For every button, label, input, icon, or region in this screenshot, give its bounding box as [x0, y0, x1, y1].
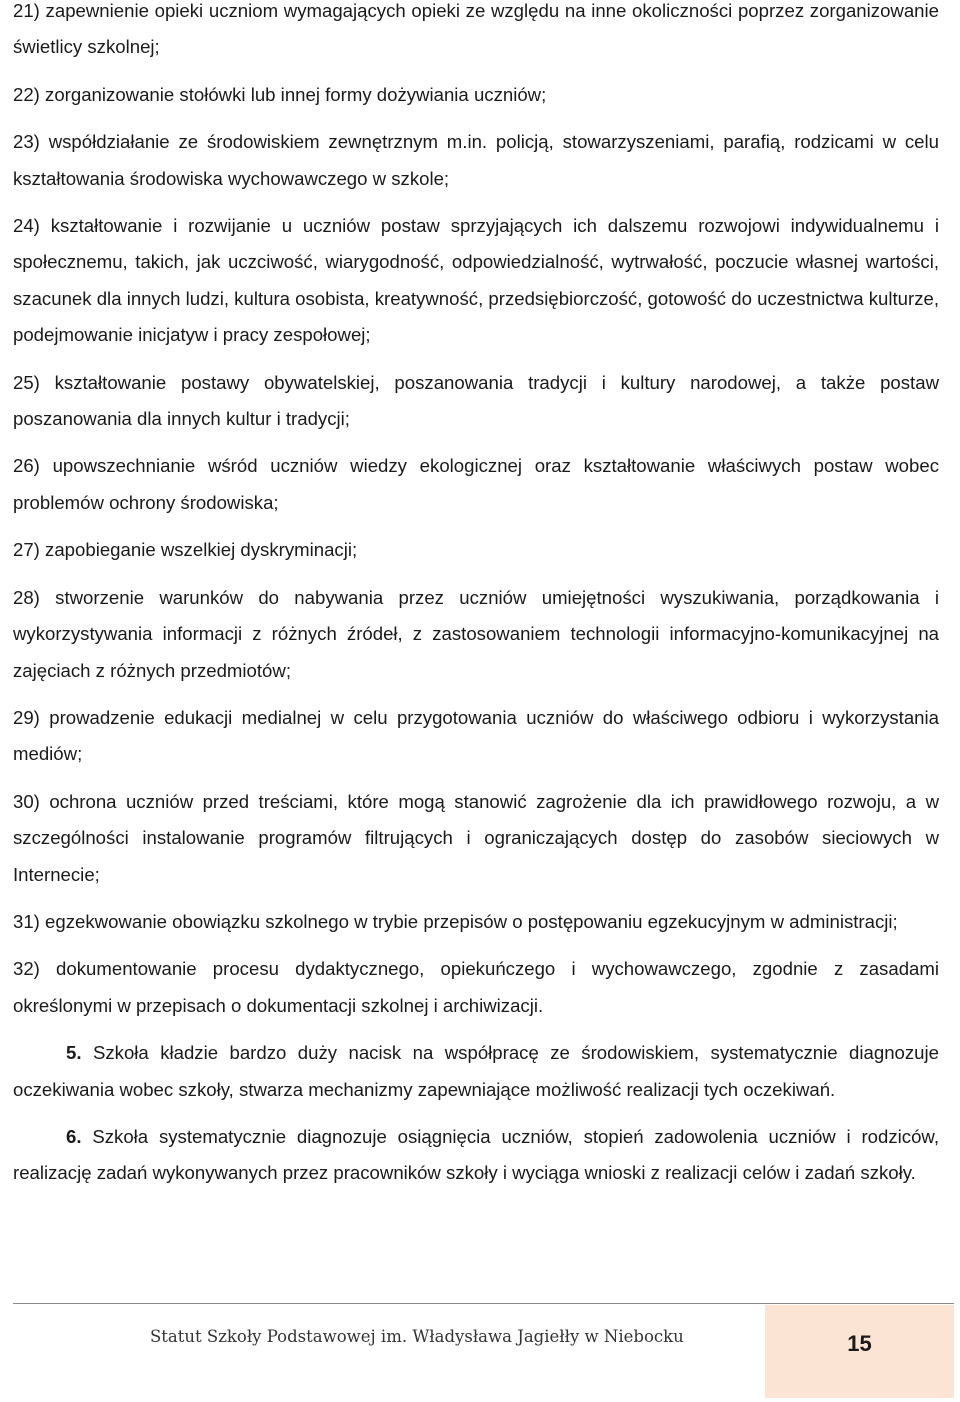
- list-item-30: 30) ochrona uczniów przed treściami, które mogą stanowić zagrożenie dla ich prawidłowego rozwoju, a w szczególności instalowanie programów filtrujących i ograniczających dostęp do zasobów sieciowych w Internecie;: [13, 790, 939, 885]
- section-6-text: Szkoła systematycznie diagnozuje osiągnięcia uczniów, stopień zadowolenia uczniów i rodziców, realizację zadań wykonywanych przez pracowników szkoły i wyciąga wnioski z realizacji celów i zadań szkoły.: [13, 1125, 939, 1184]
- list-item-22: 22) zorganizowanie stołówki lub innej formy dożywiania uczniów;: [13, 83, 547, 105]
- list-item-28: 28) stworzenie warunków do nabywania przez uczniów umiejętności wyszukiwania, porządkowania i wykorzystywania informacji z różnych źródeł, z zastosowaniem technologii informacyjno-komunikacyjnej na zajęciach z różnych przedmiotów;: [13, 586, 939, 681]
- list-item-24: 24) kształtowanie i rozwijanie u uczniów postaw sprzyjających ich dalszemu rozwojowi indywidualnemu i społecznemu, takich, jak uczciwość, wiarygodność, odpowiedzialność, wytrwałość, poczucie własnej wartości, szacunek dla innych ludzi, kultura osobista, kreatywność, przedsiębiorczość, gotowość do uczestnictwa kulturze, podejmowanie inicjatyw i pracy zespołowej;: [13, 215, 940, 346]
- list-item-27: 27) zapobieganie wszelkiej dyskryminacji;: [13, 539, 358, 561]
- list-item-31: 31) egzekwowanie obowiązku szkolnego w trybie przepisów o postępowaniu egzekucyjnym w administracji;: [13, 910, 898, 932]
- section-5-text: Szkoła kładzie bardzo duży nacisk na współpracę ze środowiskiem, systematycznie diagnozuje oczekiwania wobec szkoły, stwarza mechanizmy zapewniające możliwość realizacji tych oczekiwań.: [13, 1042, 939, 1100]
- list-item-29: 29) prowadzenie edukacji medialnej w celu przygotowania uczniów do właściwego odbioru i wykorzystania mediów;: [13, 706, 939, 765]
- section-5: [13, 1035, 939, 1108]
- section-6-number: 6.: [66, 1125, 82, 1147]
- section-6: [13, 1119, 939, 1192]
- document-body: [13, 0, 939, 1203]
- section-5-number: 5.: [66, 1042, 82, 1064]
- footer-title: Statut Szkoły Podstawowej im. Władysława Jagiełły w Niebocku: [150, 1327, 684, 1346]
- list-item-23: 23) współdziałanie ze środowiskiem zewnętrznym m.in. policją, stowarzyszeniami, parafią, rodzicami w celu kształtowania środowiska wychowawczego w szkole;: [13, 131, 939, 189]
- list-item-21: 21) zapewnienie opieki uczniom wymagających opieki ze względu na inne okoliczności poprzez zorganizowanie świetlicy szkolnej;: [13, 0, 939, 58]
- page-number: 15: [847, 1330, 872, 1356]
- footer-divider: [13, 1303, 954, 1304]
- list-item-26: 26) upowszechnianie wśród uczniów wiedzy ekologicznej oraz kształtowanie właściwych postaw wobec problemów ochrony środowiska;: [13, 455, 939, 513]
- list-item-32: 32) dokumentowanie procesu dydaktycznego, opiekuńczego i wychowawczego, zgodnie z zasadami określonymi w przepisach o dokumentacji szkolnej i archiwizacji.: [13, 958, 939, 1016]
- page-number-box: [765, 1305, 954, 1398]
- list-item-25: 25) kształtowanie postawy obywatelskiej, poszanowania tradycji i kultury narodowej, a także postaw poszanowania dla innych kultur i tradycji;: [13, 371, 939, 430]
